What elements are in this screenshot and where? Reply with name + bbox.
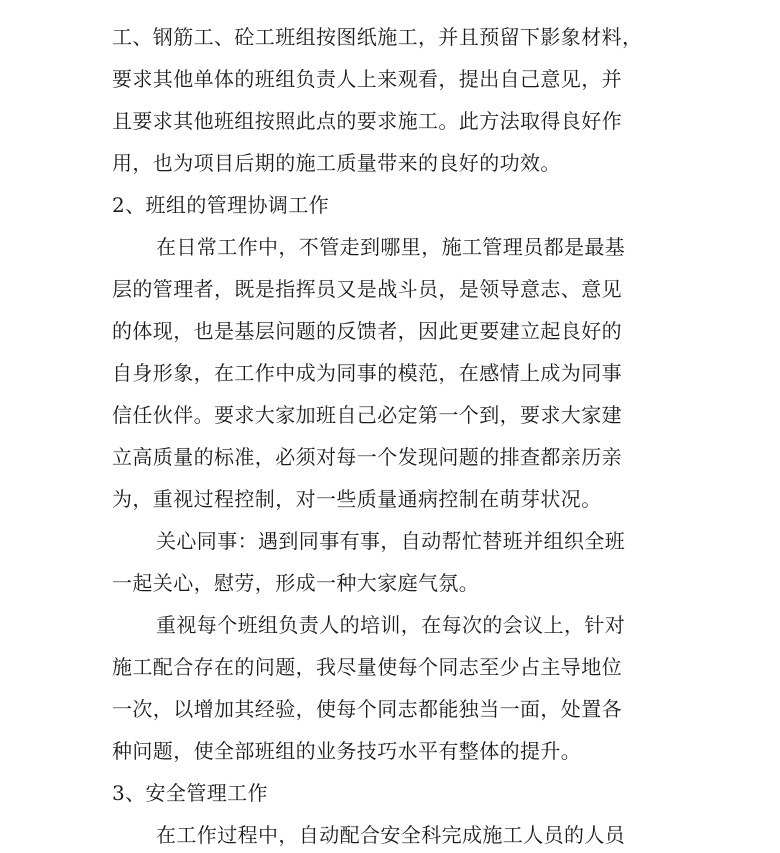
text-line: 为，重视过程控制，对一些质量通病控制在萌芽状况。	[112, 487, 602, 511]
text-line: 立高质量的标准，必须对每一个发现问题的排查都亲历亲	[112, 445, 622, 469]
text-line: 施工配合存在的问题，我尽量使每个同志至少占主导地位	[112, 655, 622, 679]
text-line: 自身形象，在工作中成为同事的模范，在感情上成为同事	[112, 361, 622, 385]
section-heading: 2、班组的管理协调工作	[112, 193, 330, 217]
paragraph-first-line: 在工作过程中，自动配合安全科完成施工人员的人员	[156, 823, 626, 847]
text-line: 一起关心，慰劳，形成一种大家庭气氛。	[112, 571, 480, 595]
text-line: 信任伙伴。要求大家加班自己必定第一个到，要求大家建	[112, 403, 622, 427]
text-line: 的体现，也是基层问题的反馈者，因此更要建立起良好的	[112, 319, 622, 343]
text-line: 且要求其他班组按照此点的要求施工。此方法取得良好作	[112, 109, 622, 133]
paragraph-first-line: 重视每个班组负责人的培训，在每次的会议上，针对	[156, 613, 626, 637]
text-line: 种问题，使全部班组的业务技巧水平有整体的提升。	[112, 739, 582, 763]
text-line: 要求其他单体的班组负责人上来观看，提出自己意见，并	[112, 67, 622, 91]
text-line: 一次，以增加其经验，使每个同志都能独当一面，处置各	[112, 697, 622, 721]
text-line: 用，也为项目后期的施工质量带来的良好的功效。	[112, 151, 561, 175]
paragraph-first-line: 关心同事：遇到同事有事，自动帮忙替班并组织全班	[156, 529, 626, 553]
section-heading: 3、安全管理工作	[112, 781, 268, 805]
paragraph-first-line: 在日常工作中，不管走到哪里，施工管理员都是最基	[156, 235, 626, 259]
text-line: 层的管理者，既是指挥员又是战斗员，是领导意志、意见	[112, 277, 622, 301]
text-line: 工、钢筋工、砼工班组按图纸施工，并且预留下影象材料，	[112, 25, 643, 49]
